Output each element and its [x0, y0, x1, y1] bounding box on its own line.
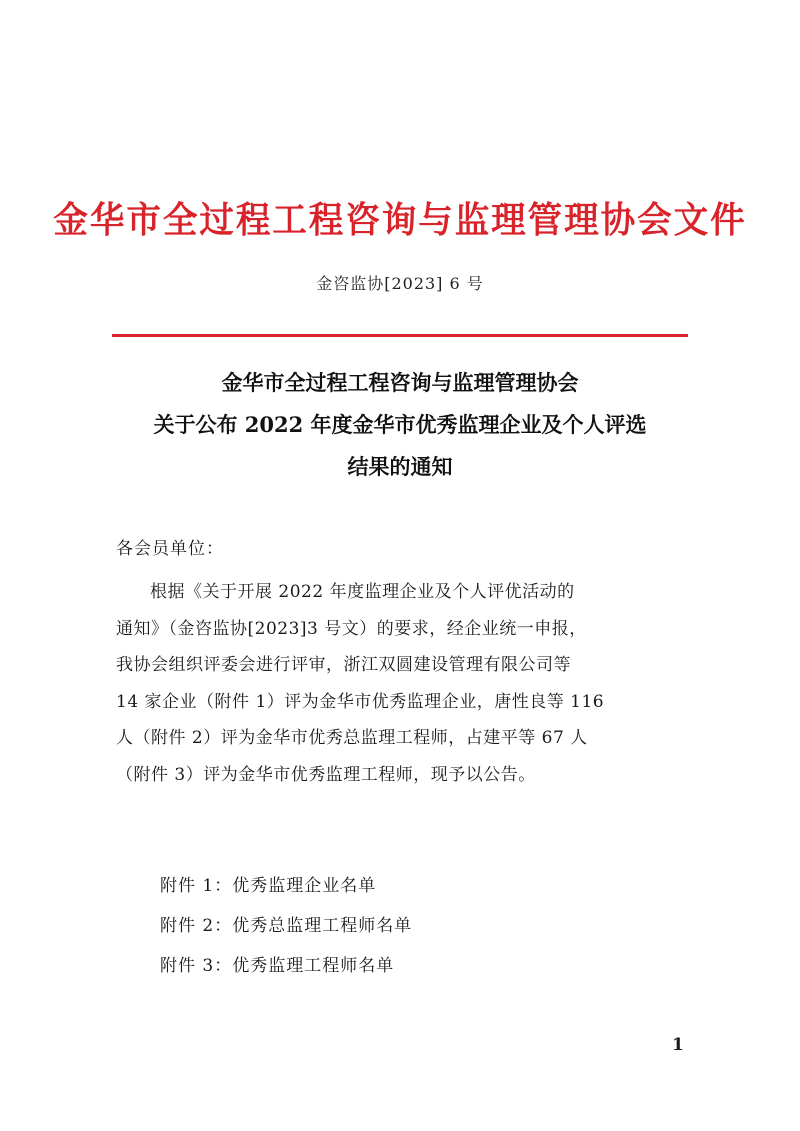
body-line-4: 14 家企业（附件 1）评为金华市优秀监理企业，唐性良等 116: [116, 691, 605, 712]
notice-title-line-3: 结果的通知: [347, 454, 453, 479]
notice-title-line-1: 金华市全过程工程咨询与监理管理协会: [221, 370, 579, 395]
notice-title-line-2: 关于公布 2022 年度金华市优秀监理企业及个人评选: [153, 412, 647, 437]
salutation: 各会员单位：: [116, 539, 224, 559]
red-divider-line: [112, 334, 688, 337]
body-line-3: 我协会组织评委会进行评审，浙江双圆建设管理有限公司等: [116, 655, 571, 675]
notice-title: [0, 362, 800, 488]
body-line-5: 人（附件 2）评为金华市优秀总监理工程师，占建平等 67 人: [116, 728, 588, 748]
attachment-item-3: 附件 3：优秀监理工程师名单: [160, 956, 395, 976]
page-number: 1: [672, 1035, 684, 1055]
attachment-item-1: 附件 1：优秀监理企业名单: [160, 876, 377, 896]
body-line-1: 根据《关于开展 2022 年度监理企业及个人评优活动的: [150, 582, 575, 602]
document-number: 金咨监协[2023] 6 号: [316, 274, 484, 293]
attachment-list: [160, 866, 412, 986]
attachment-item-2: 附件 2：优秀总监理工程师名单: [160, 916, 413, 936]
body-line-2: 通知》（金咨监协[2023]3 号文）的要求，经企业统一申报，: [116, 618, 587, 639]
organization-header-title: 金华市全过程工程咨询与监理管理协会文件: [53, 199, 747, 241]
body-paragraph: [116, 574, 686, 793]
body-line-6: （附件 3）评为金华市优秀监理工程师，现予以公告。: [116, 764, 536, 785]
